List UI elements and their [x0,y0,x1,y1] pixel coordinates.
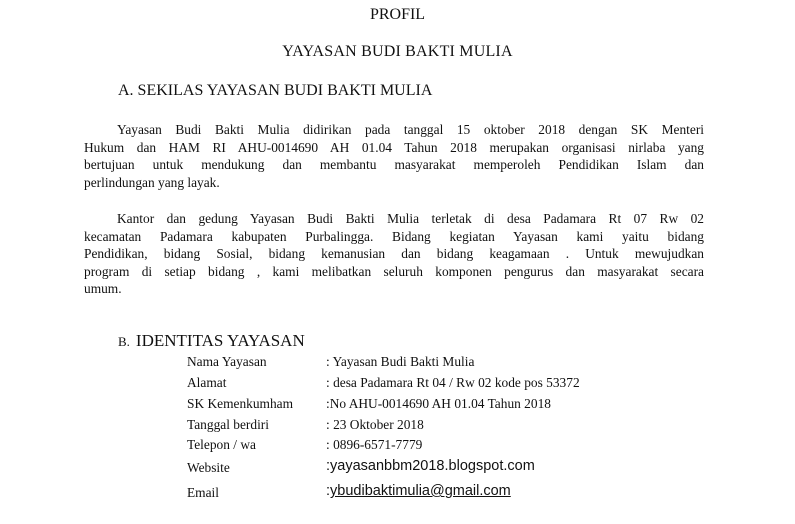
section-a-heading: A. SEKILAS YAYASAN BUDI BAKTI MULIA [118,82,433,99]
identity-value: : 23 Oktober 2018 [326,417,424,432]
paragraph-line: kecamatan Padamara kabupaten Purbalingga. Bidang kegiatan Yayasan kami yaitu bidang [84,228,704,244]
identity-label: Email [187,485,219,500]
paragraph-line: perlindungan yang layak. [84,174,220,190]
identity-label: Website [187,460,230,475]
section-b-title: IDENTITAS YAYASAN [135,331,305,350]
website-value: :yayasanbbm2018.blogspot.com [326,458,535,474]
paragraph-line: Pendidikan, bidang Sosial, bidang kemanusian dan bidang keagamaan . Untuk mewujudkan [84,246,704,262]
section-b-heading [118,331,305,351]
paragraph-line: bertujuan untuk mendukung dan membantu masyarakat memperoleh Pendidikan Islam dan [84,157,704,173]
identity-label: Alamat [187,375,227,390]
paragraph-line: Kantor dan gedung Yayasan Budi Bakti Mulia terletak di desa Padamara Rt 07 Rw 02 [117,211,704,226]
identity-label: Tanggal berdiri [187,417,269,432]
identity-value: : 0896-6571-7779 [326,437,423,452]
identity-label: Telepon / wa [187,437,256,452]
email-link[interactable]: ybudibaktimulia@gmail.com [330,483,511,499]
document-title: PROFIL [369,6,426,23]
identity-label: Nama Yayasan [187,354,267,369]
paragraph-line: Yayasan Budi Bakti Mulia didirikan pada tanggal 15 oktober 2018 dengan SK Menteri [117,122,704,137]
identity-value: : desa Padamara Rt 04 / Rw 02 kode pos 53372 [326,375,580,390]
section-a-paragraph-1 [84,121,704,191]
identity-value: :No AHU-0014690 AH 01.04 Tahun 2018 [326,396,551,411]
identity-value: : Yayasan Budi Bakti Mulia [326,354,475,369]
paragraph-line: program di setiap bidang , kami melibatkan seluruh komponen pengurus dan masyarakat secara [84,263,704,279]
section-a-paragraph-2 [84,210,704,298]
document-subtitle: YAYASAN BUDI BAKTI MULIA [282,43,513,60]
identity-label: SK Kemenkumham [187,396,293,411]
paragraph-line: umum. [84,281,122,297]
email-prefix: : [326,483,331,499]
email-value [326,483,511,499]
paragraph-line: Hukum dan HAM RI AHU-0014690 AH 01.04 Tahun 2018 merupakan organisasi nirlaba yang [84,139,704,155]
section-b-letter: B. [118,334,130,349]
